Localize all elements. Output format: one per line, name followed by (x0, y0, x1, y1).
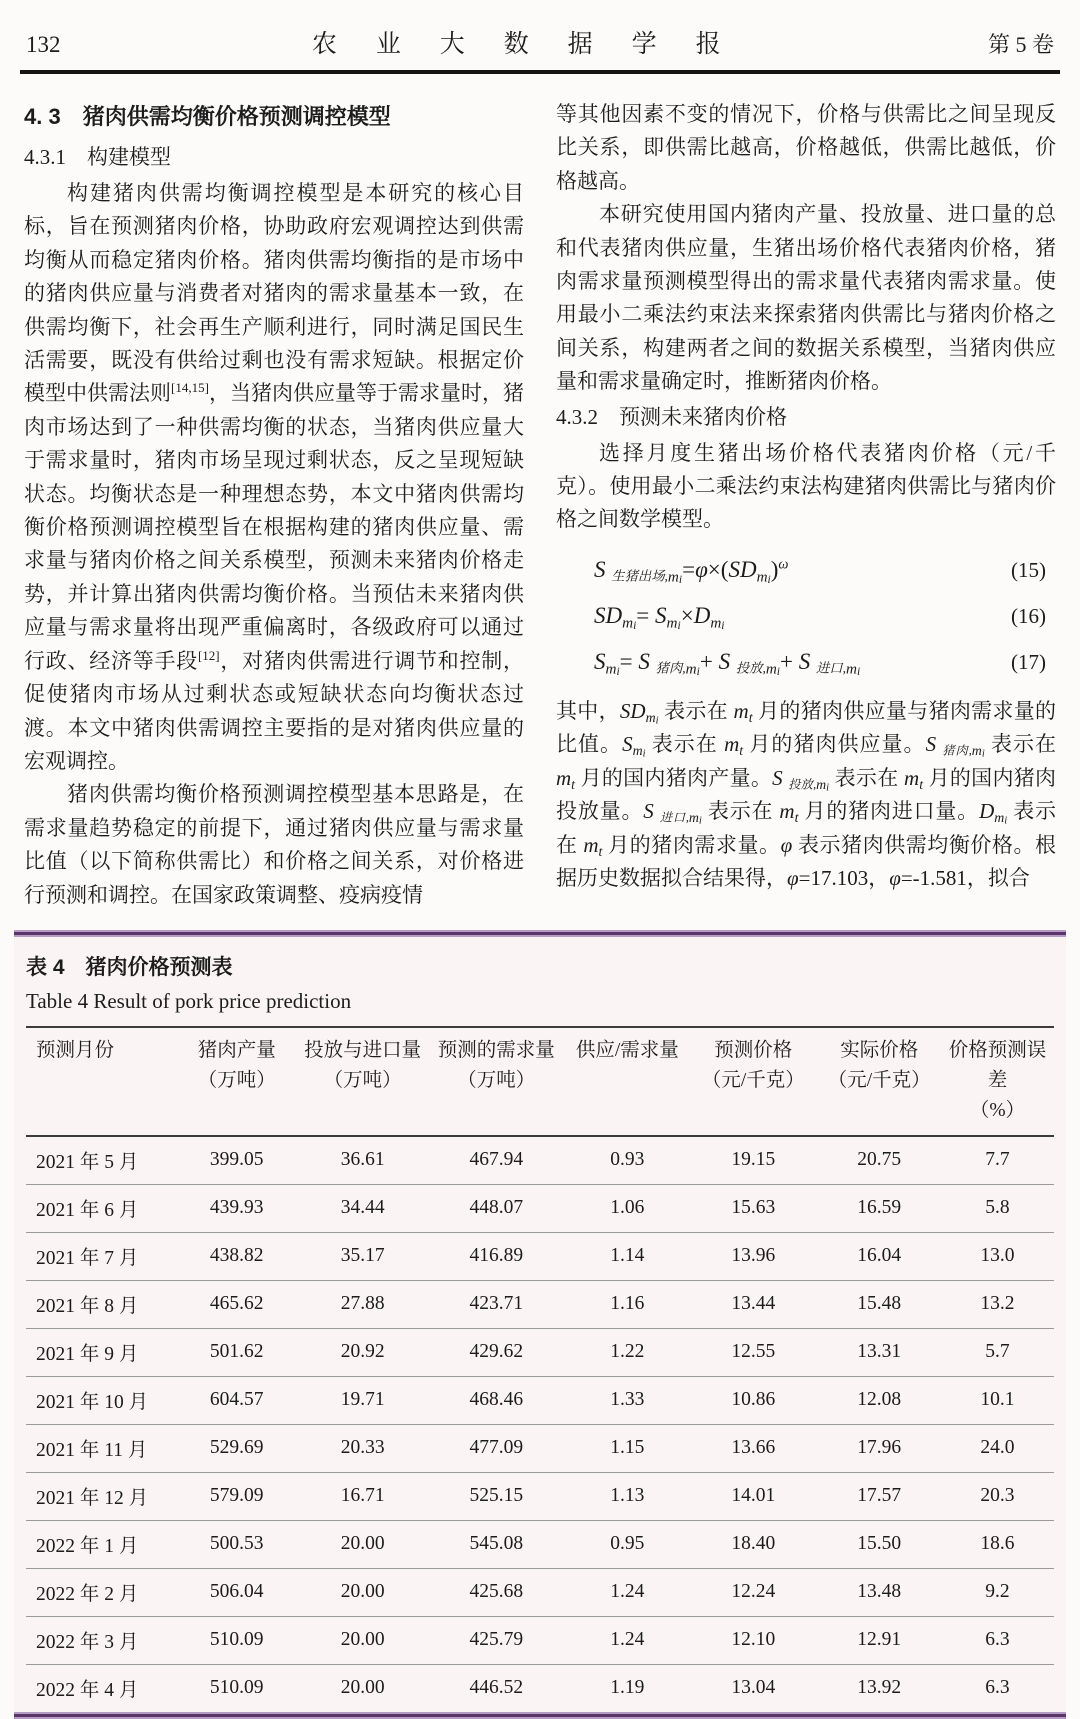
text-segment: 投放, (788, 777, 817, 792)
formula-16-number: (16) (1011, 603, 1046, 628)
table-caption-en: Table 4 Result of pork price prediction (26, 988, 352, 1013)
table-cell: 20.33 (298, 1424, 427, 1472)
table-cell: 12.55 (689, 1328, 818, 1376)
text-segment: i (655, 715, 659, 727)
text-segment: m (666, 614, 678, 632)
text-segment: SD (619, 698, 646, 723)
table-cell: 529.69 (175, 1424, 298, 1472)
text-segment: S (638, 648, 656, 674)
table-cell: 1.22 (566, 1328, 689, 1376)
text-segment: 表示在 (645, 732, 725, 757)
text-segment: m (688, 809, 699, 825)
column-header-actual-price (818, 1027, 941, 1136)
table-cell: 13.04 (731, 1676, 776, 1698)
text-segment: × (680, 602, 694, 628)
column-unit: （%） (969, 1100, 1026, 1122)
formula-17 (556, 648, 1056, 678)
table-cell: 1.19 (610, 1676, 645, 1698)
text-segment: S (594, 648, 606, 674)
table-cell: 19.71 (298, 1376, 427, 1424)
text-segment: 表示猪肉供需均衡价格。根据历史数据拟合结果得， (556, 832, 1057, 890)
formula-17-body (594, 648, 861, 678)
table-cell: 2021 年 6 月 (26, 1184, 175, 1232)
page-number: 132 (26, 32, 61, 57)
paragraph-model-construction (24, 177, 524, 778)
formula-15-body (594, 556, 789, 586)
table-caption-zh: 表 4 猪肉价格预测表 (26, 955, 233, 979)
table-cell: 20.00 (298, 1520, 427, 1568)
text-segment: t (739, 743, 744, 759)
text-segment: m (556, 765, 572, 790)
column-title: 供应/需求量 (575, 1039, 679, 1061)
text-segment: t (748, 709, 753, 725)
table-cell: 6.3 (941, 1616, 1054, 1664)
table-cell: 2022 年 1 月 (26, 1520, 175, 1568)
text-segment: i (678, 573, 683, 586)
table-cell: 1.06 (566, 1184, 689, 1232)
paragraph-symbol-definitions (556, 695, 1056, 895)
column-header-month (26, 1027, 175, 1136)
table-cell: 1.16 (566, 1280, 689, 1328)
column-title: 预测月份 (36, 1039, 115, 1061)
table-cell: 506.04 (175, 1568, 298, 1616)
paragraph-data-sources: 本研究使用国内猪肉产量、投放量、进口量的总和代表猪肉供应量，生猪出场价格代表猪肉价格，猪肉需求量预测模型得出的需求量代表猪肉需求量。使用最小二乘法约束法来探索猪肉供需比与猪肉价格之间关系，构建两者之间的数据关系模型，当猪肉供应量和需求量确定时，推断猪肉价格。 (556, 202, 1056, 394)
column-header-production (175, 1027, 298, 1136)
table-cell: 2022 年 2 月 (26, 1568, 175, 1616)
text-segment: [14,15] (171, 380, 209, 396)
table-cell: 438.82 (175, 1232, 298, 1280)
text-segment: i (981, 748, 985, 760)
table-cell: 0.93 (566, 1136, 689, 1185)
header-rule (20, 70, 1060, 74)
text-segment: 投放, (735, 660, 766, 676)
table-cell: 5.7 (941, 1328, 1054, 1376)
table-cell: 1.14 (566, 1232, 689, 1280)
table-cell: 14.01 (689, 1472, 818, 1520)
table-cell: 18.40 (689, 1520, 818, 1568)
table-cell: 13.2 (941, 1280, 1054, 1328)
text-segment: φ (787, 865, 799, 890)
text-segment: m (710, 614, 722, 632)
text-segment: ×( (707, 556, 729, 582)
running-head (0, 20, 1080, 60)
column-unit: （万吨） (457, 1070, 536, 1092)
table-cell: 12.08 (818, 1376, 941, 1424)
table-cell: 10.86 (689, 1376, 818, 1424)
column-header-release-import (298, 1027, 427, 1136)
table-cell: 510.09 (175, 1616, 298, 1664)
text-segment: S (655, 602, 667, 628)
text-segment: i (642, 748, 646, 760)
text-segment: m (765, 660, 777, 678)
column-title: 价格预测误差 (948, 1039, 1047, 1092)
table-cell: 19.15 (689, 1136, 818, 1185)
text-segment: 生猪出场, (611, 568, 668, 584)
table-cell: 15.63 (689, 1184, 818, 1232)
section-heading-4-3: 4. 3 猪肉供需均衡价格预测调控模型 (24, 104, 391, 129)
text-segment: i (633, 619, 637, 632)
table-cell: 467.94 (427, 1136, 566, 1185)
table-cell: 604.57 (175, 1376, 298, 1424)
text-segment: 月的国内猪肉投放量。 (556, 765, 1057, 824)
text-segment: i (826, 782, 830, 794)
left-column (24, 98, 524, 912)
journal-title: 农 业 大 数 据 学 报 (311, 30, 737, 58)
table-cell: 1.13 (566, 1472, 689, 1520)
column-title: 实际价格 (840, 1039, 919, 1061)
table-cell: 2021 年 10 月 (26, 1376, 175, 1424)
column-unit: （元/千克） (701, 1070, 805, 1092)
column-title: 猪肉产量 (197, 1039, 276, 1061)
column-unit: （万吨） (197, 1070, 276, 1092)
text-segment: i (677, 619, 681, 632)
text-segment: m (685, 660, 697, 678)
table-cell: 12.91 (818, 1616, 941, 1664)
text-segment: = (636, 602, 656, 628)
table-cell: 429.62 (427, 1328, 566, 1376)
table-cell: 477.09 (427, 1424, 566, 1472)
table-cell: 24.0 (941, 1424, 1054, 1472)
text-segment: i (776, 665, 780, 678)
text-segment: 进口, (659, 810, 689, 825)
text-segment: [12] (197, 647, 220, 663)
text-segment: 月的猪肉进口量。 (798, 799, 980, 824)
text-segment: SD (728, 556, 757, 582)
table-cell: 2021 年 9 月 (26, 1328, 175, 1376)
text-segment: m (632, 743, 643, 759)
text-segment: m (994, 809, 1005, 825)
table-cell: 1.15 (566, 1424, 689, 1472)
text-segment: S (718, 648, 736, 674)
text-segment: S (772, 765, 789, 790)
text-segment: D (979, 799, 995, 824)
table-cell: 0.95 (566, 1520, 689, 1568)
volume-label: 第 5 卷 (987, 32, 1054, 57)
text-segment: S (643, 799, 660, 824)
table-cell: 465.62 (175, 1280, 298, 1328)
table-cell: 13.92 (857, 1676, 902, 1698)
text-segment: SD (594, 602, 623, 628)
table-row (26, 1616, 1054, 1664)
table-row (26, 1424, 1054, 1472)
table-cell: 5.8 (941, 1184, 1054, 1232)
table-body (26, 1136, 1054, 1712)
text-segment: φ (695, 556, 708, 582)
table-cell: 501.62 (175, 1328, 298, 1376)
text-segment: = (682, 556, 696, 582)
table-cell: 423.71 (427, 1280, 566, 1328)
table-cell: 1.24 (566, 1616, 689, 1664)
text-segment: ，当猪肉供应量等于需求量时，猪肉市场达到了一种供需均衡的状态，当猪肉供应量大于需求量时，猪肉市场呈现过剩状态，反之呈现短缺状态。均衡状态是一种理想态势，本文中猪肉供需均衡价格预测调控模型旨在根据构建的猪肉供应量、需求量与猪肉价格之间关系模型，预测未来猪肉价格走势，并计算出猪肉供需均衡价格。当预估未来猪肉供应量与需求量将出现严重偏离时，各级政府可以通过行政、经济等手段 (24, 381, 525, 673)
table-cell: 6.3 (985, 1676, 1010, 1698)
table-cell: 10.1 (941, 1376, 1054, 1424)
table-cell: 20.00 (298, 1568, 427, 1616)
formula-15-number: (15) (1011, 557, 1046, 582)
table-cell: 2022 年 4 月 (36, 1679, 139, 1701)
table-cell: 425.79 (427, 1616, 566, 1664)
text-segment: i (856, 665, 861, 678)
text-segment: 月的猪肉需求量。 (602, 832, 781, 857)
text-segment: 月的猪肉供应量与猪肉需求量的比值。 (556, 698, 1057, 757)
table-cell: 15.50 (818, 1520, 941, 1568)
column-header-predicted-price (689, 1027, 818, 1136)
text-segment: t (598, 843, 603, 859)
table-cell: 16.04 (818, 1232, 941, 1280)
text-segment: D (693, 602, 711, 628)
text-segment: S (594, 556, 612, 582)
table-cell: 13.48 (818, 1568, 941, 1616)
table-row (26, 1184, 1054, 1232)
column-unit: （元/千克） (827, 1070, 931, 1092)
table-row (26, 1472, 1054, 1520)
table-cell: 34.44 (298, 1184, 427, 1232)
text-segment: 表示在 (556, 799, 1057, 857)
text-segment: S (798, 648, 816, 674)
table-row (26, 1664, 1054, 1712)
text-segment: t (919, 776, 924, 792)
table-cell: 20.3 (941, 1472, 1054, 1520)
text-segment: + (699, 648, 719, 674)
text-segment: 构建猪肉供需均衡调控模型是本研究的核心目标，旨在预测猪肉价格，协助政府宏观调控达到供需均衡从而稳定猪肉价格。猪肉供需均衡指的是市场中的猪肉供应量与消费者对猪肉的需求量基本一致，在供需均衡下，社会再生产顺利进行，同时满足国民生活需要，既没有供给过剩也没有需求短缺。根据定价模型中供需法则 (24, 181, 524, 406)
table-header (26, 1027, 1054, 1136)
table-cell: 439.93 (175, 1184, 298, 1232)
table-row (26, 1376, 1054, 1424)
subsection-heading-4-3-1: 4.3.1 构建模型 (24, 145, 171, 169)
text-segment: ω (778, 556, 789, 573)
text-segment: = (619, 648, 639, 674)
text-segment: t (571, 776, 576, 792)
text-segment: ，对猪肉供需进行调节和控制，促使猪肉市场从过剩状态或短缺状态向均衡状态过渡。本文中猪肉供需调控主要指的是对猪肉供应量的宏观调控。 (24, 648, 525, 773)
table-section (14, 937, 1066, 1712)
table-cell: 16.59 (818, 1184, 941, 1232)
text-segment: m (971, 743, 982, 759)
table-cell: 12.10 (689, 1616, 818, 1664)
table-cell: 9.2 (941, 1568, 1054, 1616)
text-segment: φ (780, 832, 793, 857)
table-cell: 16.71 (298, 1472, 427, 1520)
formula-16 (556, 602, 1056, 632)
table-cell: 36.61 (298, 1136, 427, 1185)
table-cell: 446.52 (469, 1676, 524, 1698)
table-cell: 2021 年 8 月 (26, 1280, 175, 1328)
table-cell: 13.31 (818, 1328, 941, 1376)
column-title: 预测价格 (714, 1039, 793, 1061)
text-segment: m (605, 660, 617, 678)
table-cell: 579.09 (175, 1472, 298, 1520)
text-segment: m (845, 660, 857, 678)
table-cell: 17.96 (818, 1424, 941, 1472)
text-segment: 表示在 (984, 732, 1057, 757)
pork-price-prediction-table (26, 1026, 1054, 1712)
column-header-predicted-demand (427, 1027, 566, 1136)
table-cell: 1.24 (566, 1568, 689, 1616)
column-header-error (941, 1027, 1054, 1136)
table-cell: 2022 年 3 月 (26, 1616, 175, 1664)
text-segment: 猪肉, (942, 743, 972, 758)
column-unit: （万吨） (323, 1070, 402, 1092)
table-cell: 7.7 (941, 1136, 1054, 1185)
table-cell: 545.08 (427, 1520, 566, 1568)
text-segment: m (622, 614, 634, 632)
table-cell: 20.92 (298, 1328, 427, 1376)
table-cell: 2021 年 11 月 (26, 1424, 175, 1472)
text-segment: m (667, 568, 679, 586)
column-title: 投放与进口量 (304, 1039, 422, 1061)
table-cell: 13.66 (689, 1424, 818, 1472)
text-segment: m (645, 709, 656, 725)
text-segment: S (622, 732, 633, 757)
text-segment: i (698, 815, 702, 827)
paragraph-inverse-relation: 等其他因素不变的情况下，价格与供需比之间呈现反比关系，即供需比越高，价格越低，供需比越低，价格越高。 (556, 102, 1056, 193)
table-row (26, 1568, 1054, 1616)
text-segment: i (616, 665, 620, 678)
table-cell: 2021 年 7 月 (26, 1232, 175, 1280)
table-cell: 448.07 (427, 1184, 566, 1232)
text-segment: m (816, 776, 827, 792)
text-segment: =-1.581，拟合 (900, 865, 1030, 890)
subsection-heading-4-3-2: 4.3.2 预测未来猪肉价格 (556, 404, 787, 429)
text-segment: 猪肉, (655, 660, 686, 676)
table-cell: 13.96 (689, 1232, 818, 1280)
table-cell: 20.75 (818, 1136, 941, 1185)
text-segment: i (721, 619, 725, 632)
table-cell: 2021 年 12 月 (26, 1472, 175, 1520)
table-cell: 13.0 (941, 1232, 1054, 1280)
text-segment: m (756, 568, 768, 586)
text-segment: i (767, 573, 771, 586)
right-column (556, 98, 1056, 912)
text-segment: =17.103， (798, 865, 890, 890)
table-cell: 12.24 (689, 1568, 818, 1616)
text-segment: + (779, 648, 799, 674)
text-segment: 进口, (815, 660, 846, 676)
text-segment: 月的猪肉供应量。 (743, 732, 926, 757)
formula-16-body (594, 602, 725, 632)
table-cell: 399.05 (175, 1136, 298, 1185)
text-segment: m (583, 832, 599, 857)
table-cell: 15.48 (818, 1280, 941, 1328)
column-header-supply-demand-ratio (566, 1027, 689, 1136)
table-cell: 425.68 (427, 1568, 566, 1616)
table-cell: 1.33 (566, 1376, 689, 1424)
text-segment: 表示在 (829, 765, 905, 790)
table-cell: 500.53 (175, 1520, 298, 1568)
text-segment: S (925, 732, 943, 757)
table-cell: 18.6 (941, 1520, 1054, 1568)
text-segment: 月的国内猪肉产量。 (575, 765, 773, 790)
table-top-accent-bar (14, 930, 1066, 937)
text-segment: 其中， (556, 698, 620, 723)
table-cell: 13.44 (689, 1280, 818, 1328)
text-segment: i (696, 665, 700, 678)
text-segment: i (1004, 815, 1008, 827)
table-cell: 525.15 (427, 1472, 566, 1520)
table-cell: 2021 年 5 月 (26, 1136, 175, 1185)
text-segment: ) (770, 556, 779, 582)
body-columns (24, 98, 1056, 912)
table-row (26, 1232, 1054, 1280)
table-cell: 468.46 (427, 1376, 566, 1424)
text-segment: m (724, 732, 740, 757)
paragraph-price-model: 选择月度生猪出场价格代表猪肉价格（元/千克）。使用最小二乘法约束法构建猪肉供需比与猪肉价格之间数学模型。 (556, 440, 1056, 532)
text-segment: m (779, 799, 795, 824)
table-row (26, 1520, 1054, 1568)
table-row (26, 1136, 1054, 1185)
text-segment: m (733, 698, 749, 723)
table-cell: 416.89 (427, 1232, 566, 1280)
table-cell: 20.00 (340, 1676, 385, 1698)
formula-17-number: (17) (1011, 649, 1046, 674)
formula-block (556, 556, 1056, 678)
table-cell: 20.00 (298, 1616, 427, 1664)
formula-15 (556, 556, 1056, 586)
column-title: 预测的需求量 (437, 1039, 555, 1061)
table-cell: 510.09 (209, 1676, 264, 1698)
table-bottom-accent-bar (14, 1712, 1066, 1719)
text-segment: m (904, 765, 920, 790)
table-cell: 35.17 (298, 1232, 427, 1280)
text-segment: t (794, 809, 799, 825)
text-segment: φ (889, 865, 901, 890)
text-segment: 表示在 (658, 698, 734, 723)
table-row (26, 1328, 1054, 1376)
paragraph-model-idea: 猪肉供需均衡价格预测调控模型基本思路是，在需求量趋势稳定的前提下，通过猪肉供应量与需求量比值（以下简称供需比）和价格之间关系，对价格进行预测和调控。在国家政策调整、疫病疫情 (24, 782, 524, 907)
table-cell: 17.57 (818, 1472, 941, 1520)
table-row (26, 1280, 1054, 1328)
table-cell: 27.88 (298, 1280, 427, 1328)
text-segment: 表示在 (701, 799, 780, 824)
